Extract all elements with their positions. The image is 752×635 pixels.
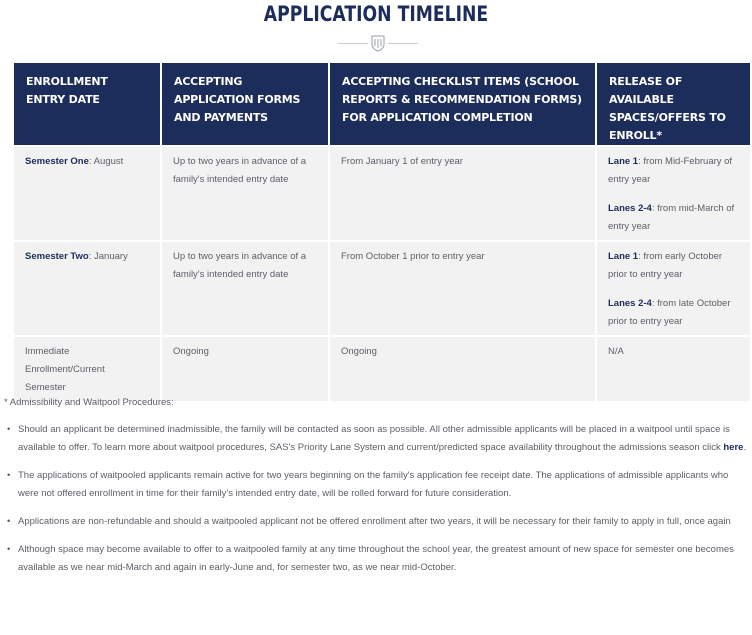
cell-forms: Ongoing bbox=[162, 337, 328, 401]
table-row bbox=[14, 337, 750, 401]
crest-shield-icon bbox=[371, 34, 385, 52]
cell-release bbox=[597, 242, 750, 335]
cell-checklist: Ongoing bbox=[330, 337, 595, 401]
header-enrollment-entry-date: ENROLLMENT ENTRY DATE bbox=[14, 63, 160, 145]
header-application-forms: ACCEPTING APPLICATION FORMS AND PAYMENTS bbox=[162, 63, 328, 145]
lane-text: : from late October prior to entry year bbox=[608, 298, 731, 327]
header-release-offers: RELEASE OF AVAILABLE SPACES/OFFERS TO ENROLL* bbox=[597, 63, 750, 145]
ornament-line-right bbox=[388, 43, 418, 44]
cell-release: N/A bbox=[597, 337, 750, 401]
lane-label: Lanes 2-4 bbox=[608, 298, 652, 309]
lane-label: Lane 1 bbox=[608, 156, 639, 167]
lane-text: : from Mid-February of entry year bbox=[608, 156, 733, 185]
entry-date-rest: : August bbox=[88, 156, 124, 167]
bullet-text: Should an applicant be determined inadmissible, the family will be contacted as soon as possible. All other admissible applicants will be placed in a waitpool until space is available to offer. To learn more about waitpool procedures, SAS's Priority Lane System and current/predicted space availability throughout the admissions season click bbox=[18, 424, 730, 453]
lane-text: : from early October prior to entry year bbox=[608, 251, 723, 280]
table-row bbox=[14, 147, 750, 240]
lane-label: Lanes 2-4 bbox=[608, 203, 652, 214]
lane-text: : from mid-March of entry year bbox=[608, 203, 735, 232]
entry-date-bold: Semester Two bbox=[25, 251, 89, 262]
entry-date-bold: Semester One bbox=[25, 156, 89, 167]
list-item bbox=[0, 421, 752, 457]
bullet-text-end: . bbox=[743, 442, 747, 453]
title-ornament bbox=[338, 33, 418, 53]
cell-forms: Up to two years in advance of a family's intended entry date bbox=[162, 147, 328, 240]
list-item: • Applications are non-refundable and should a waitpooled applicant not be offered enrollment after two years, it will be necessary for their family to apply in full, once again bbox=[0, 513, 752, 531]
procedures-list bbox=[0, 421, 752, 587]
header-checklist-items: ACCEPTING CHECKLIST ITEMS (SCHOOL REPORTS & RECOMMENDATION FORMS) FOR APPLICATION COMPLETION bbox=[330, 63, 595, 145]
cell-entry-date: Immediate Enrollment/Current Semester bbox=[14, 337, 160, 401]
here-link[interactable]: here bbox=[723, 442, 744, 453]
cell-entry-date bbox=[14, 242, 160, 335]
cell-checklist: From October 1 prior to entry year bbox=[330, 242, 595, 335]
entry-date-rest: : January bbox=[88, 251, 128, 262]
list-item: • The applications of waitpooled applicants remain active for two years beginning on the family's application fee receipt date. The applications of admissible applicants who were not offered enrollment in time for their family's intended entry date, will be rolled forward for future consideration. bbox=[0, 467, 752, 503]
table-row bbox=[14, 242, 750, 335]
table-header-row bbox=[14, 63, 750, 145]
cell-entry-date bbox=[14, 147, 160, 240]
cell-release bbox=[597, 147, 750, 240]
cell-forms: Up to two years in advance of a family's intended entry date bbox=[162, 242, 328, 335]
lane-label: Lane 1 bbox=[608, 251, 639, 262]
ornament-line-left bbox=[338, 43, 368, 44]
list-item: • Although space may become available to offer to a waitpooled family at any time throughout the school year, the greatest amount of new space for semester one becomes available as we near mid-March and again in early-June and, for semester two, as we near mid-October. bbox=[0, 541, 752, 577]
footnote: * Admissibility and Waitpool Procedures: bbox=[4, 397, 174, 408]
page-title: APPLICATION TIMELINE bbox=[263, 2, 489, 26]
application-timeline-table bbox=[12, 61, 752, 403]
cell-checklist: From January 1 of entry year bbox=[330, 147, 595, 240]
